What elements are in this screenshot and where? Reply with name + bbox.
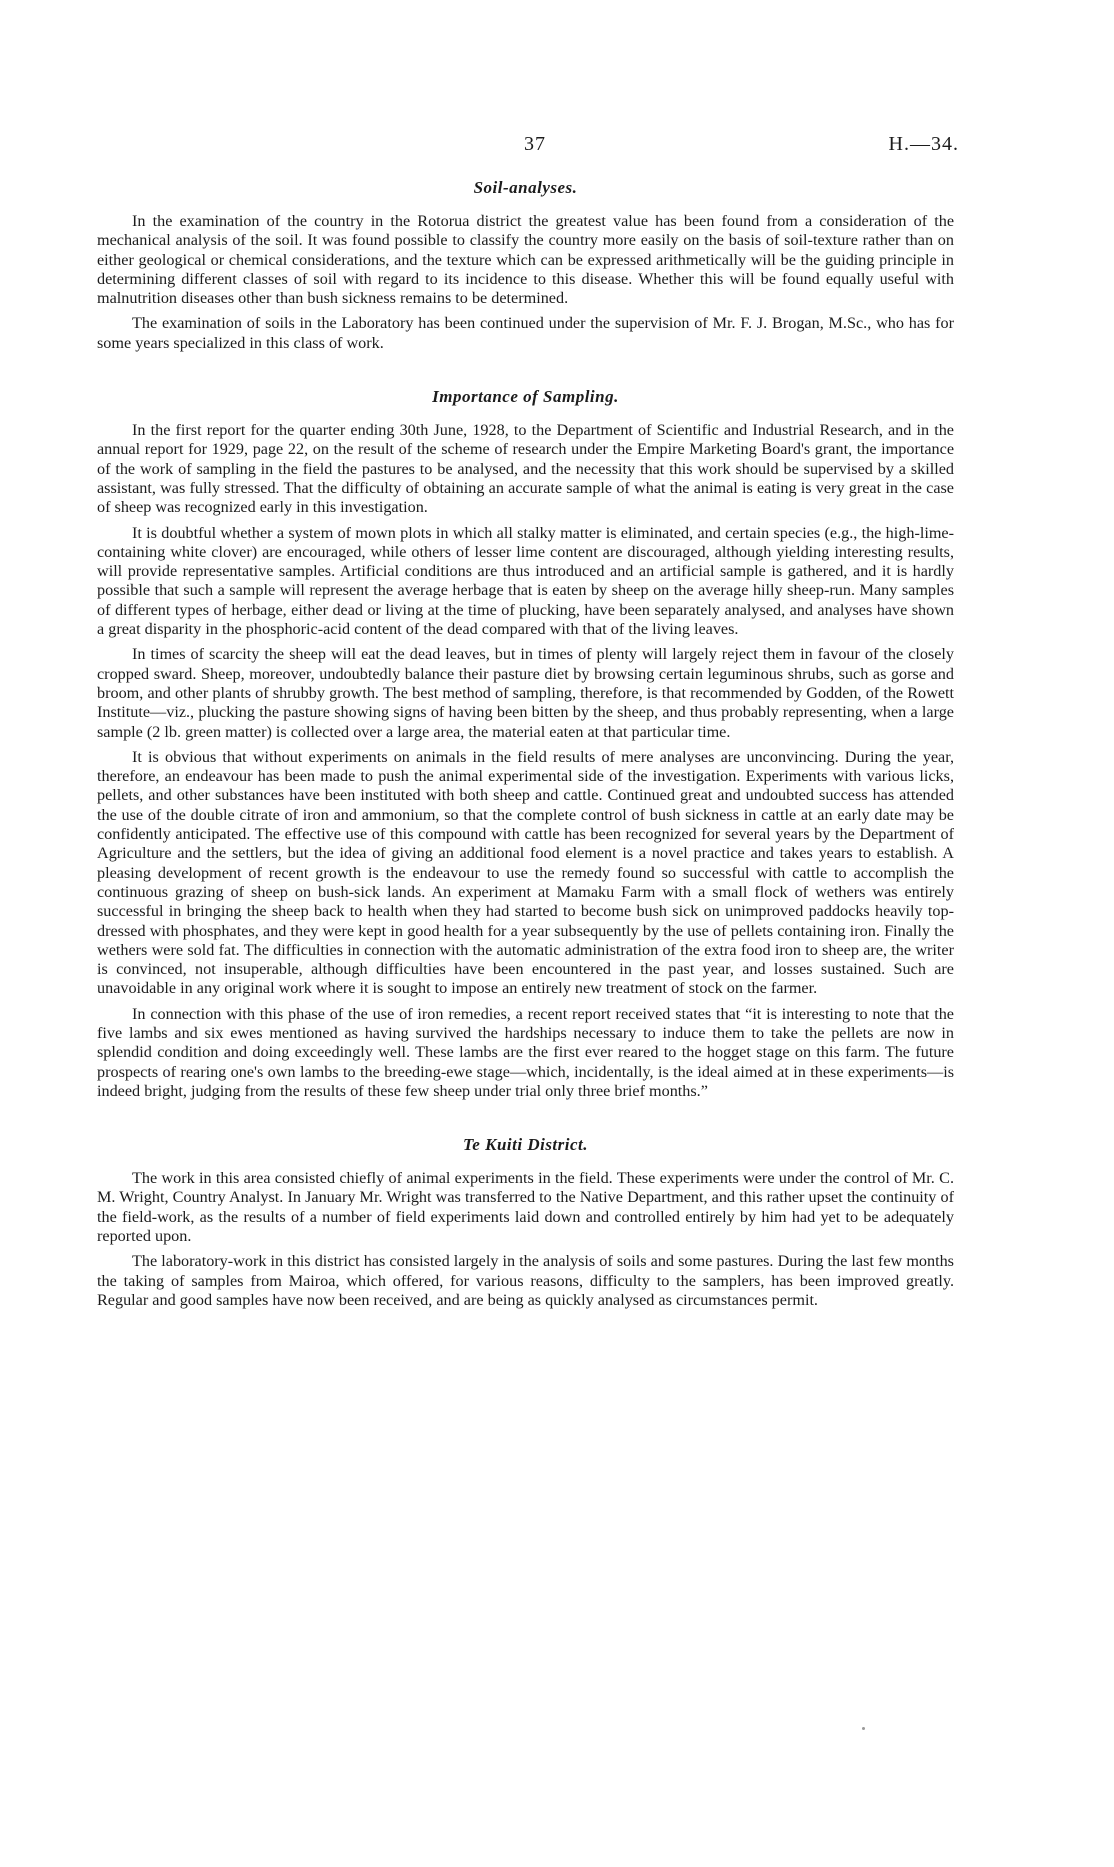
- paragraph: The laboratory-work in this district has consisted largely in the analysis of soils and some pastures. During the last few months the taking of samples from Mairoa, which offered, for various reasons, difficulty to the samplers, has been improved greatly. Regular and good samples have now been received, and are being as quickly analysed as circumstances permit.: [97, 1252, 954, 1309]
- paragraph: The work in this area consisted chiefly of animal experiments in the field. These experiments were under the control of Mr. C. M. Wright, Country Analyst. In January Mr. Wright was transferred to the Native Department, and this rather upset the continuity of the field-work, as the results of a number of field experiments laid down and controlled entirely by him had yet to be adequately reported upon.: [97, 1169, 954, 1246]
- paragraph: In connection with this phase of the use of iron remedies, a recent report received states that “it is interesting to note that the five lambs and six ewes mentioned as having survived the hardships necessary to induce them to take the pellets are now in splendid condition and doing exceedingly well. These lambs are the first ever reared to the hogget stage on this farm. The future prospects of rearing one's own lambs to the breeding-ewe stage—which, incidentally, is the ideal aimed at in these experiments—is indeed bright, judging from the results of these few sheep under trial only three brief months.”: [97, 1004, 954, 1100]
- document-reference: H.—34.: [888, 133, 959, 155]
- paragraph: It is obvious that without experiments on animals in the field results of mere analyses are unconvincing. During the year, therefore, an endeavour has been made to push the animal experimental side of the investigation. Experiments with various licks, pellets, and other substances have been instituted with both sheep and cattle. Continued great and undoubted success has attended the use of the double citrate of iron and ammonium, so that the complete control of bush sickness in cattle at an early date may be confidently anticipated. The effective use of this compound with cattle has been recognized for several years by the Department of Agriculture and the settlers, but the idea of giving an additional food element is a novel practice and takes years to establish. A pleasing development of recent growth is the endeavour to use the remedy found so successful with cattle to accomplish the continuous grazing of sheep on bush-sick lands. An experiment at Mamaku Farm with a small flock of wethers was entirely successful in bringing the sheep back to health when they had started to become bush sick on unimproved paddocks heavily top-dressed with phosphates, and they were kept in good health for a year subsequently by the use of pellets containing iron. Finally the wethers were sold fat. The difficulties in connection with the automatic administration of the extra food iron to sheep are, the writer is convinced, not insuperable, although difficulties have been encountered in the past year, and losses sustained. Such are unavoidable in any original work where it is sought to impose an entirely new treatment of stock on the farmer.: [97, 747, 954, 998]
- paragraph: In the first report for the quarter ending 30th June, 1928, to the Department of Scientific and Industrial Research, and in the annual report for 1929, page 22, on the result of the scheme of research under the Empire Marketing Board's grant, the importance of the work of sampling in the field the pastures to be analysed, and the necessity that this work should be supervised by a skilled assistant, was fully stressed. That the difficulty of obtaining an accurate sample of what the animal is eating is very great in the case of sheep was recognized early in this investigation.: [97, 421, 954, 517]
- paragraph: The examination of soils in the Laboratory has been continued under the supervision of Mr. F. J. Brogan, M.Sc., who has for some years specialized in this class of work.: [97, 314, 954, 352]
- scan-speck: [862, 1727, 865, 1730]
- paragraph: In times of scarcity the sheep will eat the dead leaves, but in times of plenty will largely reject them in favour of the closely cropped sward. Sheep, moreover, undoubtedly balance their pasture diet by browsing certain leguminous shrubs, such as gorse and broom, and other plants of shrubby growth. The best method of sampling, therefore, is that recommended by Godden, of the Rowett Institute—viz., plucking the pasture showing signs of having been bitten by the sheep, and thus probably representing, when a large sample (2 lb. green matter) is collected over a large area, the material eaten at that particular time.: [97, 645, 954, 741]
- paragraph: It is doubtful whether a system of mown plots in which all stalky matter is eliminated, and certain species (e.g., the high-lime-containing white clover) are encouraged, while others of lesser lime content are discouraged, although yielding interesting results, will provide representative samples. Artificial conditions are thus introduced and an artificial sample is gathered, and it is hardly possible that such a sample will represent the average herbage that is eaten by sheep on the average hilly sheep-run. Many samples of different types of herbage, either dead or living at the time of plucking, have been separately analysed, and analyses have shown a great disparity in the phosphoric-acid content of the dead compared with that of the living leaves.: [97, 523, 954, 639]
- paragraph: In the examination of the country in the Rotorua district the greatest value has been found from a consideration of the mechanical analysis of the soil. It was found possible to classify the country more easily on the basis of soil-texture rather than on either geological or chemical considerations, and the texture which can be expressed arithmetically will be the guiding principle in determining different classes of soil with regard to its incidence to this disease. Whether this will be found equally useful with malnutrition diseases other than bush sickness remains to be determined.: [97, 212, 954, 308]
- section-soil-analyses: [97, 178, 954, 353]
- section-te-kuiti-district: [97, 1135, 954, 1310]
- page-body: [97, 178, 954, 1316]
- section-importance-of-sampling: [97, 387, 954, 1101]
- page-header: [0, 133, 1114, 163]
- section-title: Importance of Sampling.: [432, 387, 619, 407]
- section-title: Te Kuiti District.: [462, 1135, 589, 1155]
- page-number: 37: [524, 133, 546, 155]
- section-title: Soil-analyses.: [473, 178, 578, 197]
